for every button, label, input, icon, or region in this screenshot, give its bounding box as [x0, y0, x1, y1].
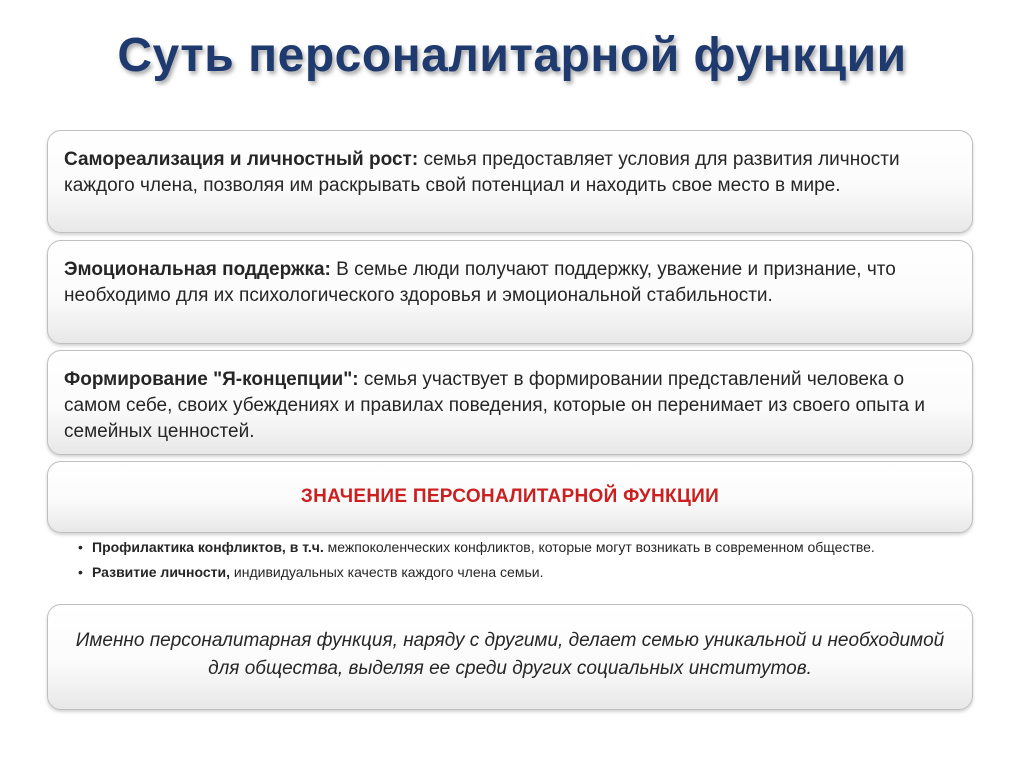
box-description: семья участвует в формировании представлений человека о самом себе, своих убеждениях и правилах поведения, которые он перенимает из своего опыта и семейных ценностей.: [64, 369, 925, 442]
box-description: семья предоставляет условия для развития личности каждого члена, позволяя им раскрывать свой потенциал и находить свое место в мире.: [64, 149, 900, 196]
bullet-marker: •: [78, 564, 83, 580]
bullet-text: межпоколенческих конфликтов, которые могут возникать в современном обществе.: [323, 539, 875, 555]
significance-bullet-list: [78, 538, 958, 588]
bullet-item-conflict-prevention: [78, 538, 958, 557]
box-text: [64, 257, 956, 309]
significance-heading-box: [47, 461, 973, 533]
bullet-marker: •: [78, 539, 83, 555]
box-text: [64, 367, 956, 445]
box-term: Самореализация и личностный рост:: [64, 149, 419, 170]
page-title: Суть персоналитарной функции: [117, 29, 907, 82]
bullet-text: индивидуальных качеств каждого члена семьи.: [230, 564, 544, 580]
box-term: Формирование "Я-концепции":: [64, 369, 359, 390]
bullet-item-personal-development: [78, 563, 958, 582]
box-description: В семье люди получают поддержку, уважение и признание, что необходимо для их психологического здоровья и эмоциональной стабильности.: [64, 259, 896, 306]
conclusion-text: Именно персоналитарная функция, наряду с другими, делает семью уникальной и необходимой для общества, выделяя ее среди других социальных институтов.: [75, 630, 945, 679]
content-box-self-concept: [47, 350, 973, 455]
bullet-term: Развитие личности,: [92, 564, 231, 580]
content-box-emotional-support: [47, 240, 973, 344]
bullet-term: Профилактика конфликтов, в т.ч.: [92, 539, 324, 555]
conclusion-box: [47, 604, 973, 710]
box-term: Эмоциональная поддержка:: [64, 259, 331, 280]
significance-heading: ЗНАЧЕНИЕ ПЕРСОНАЛИТАРНОЙ ФУНКЦИИ: [300, 486, 720, 507]
content-box-self-realization: [47, 130, 973, 233]
box-text: [64, 147, 956, 199]
